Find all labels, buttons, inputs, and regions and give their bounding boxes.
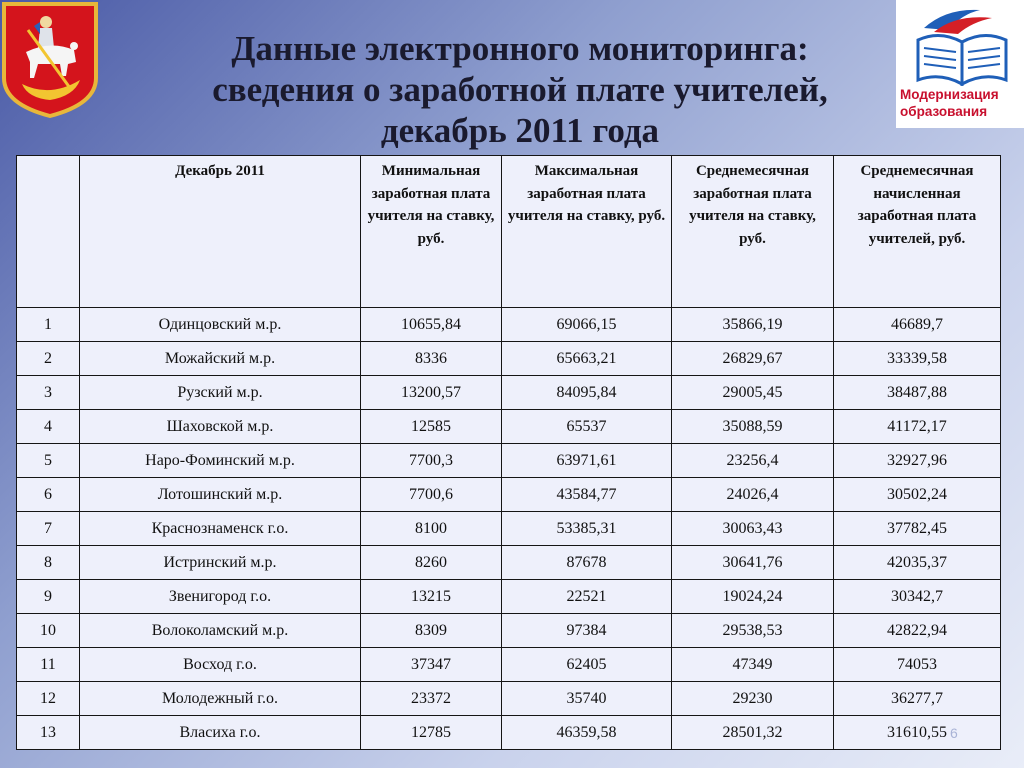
avg-salary: 35866,19 — [672, 308, 834, 342]
min-salary: 13215 — [361, 580, 502, 614]
max-salary: 69066,15 — [502, 308, 672, 342]
table-header-row — [17, 156, 1001, 308]
region-name: Истринский м.р. — [80, 546, 361, 580]
avg-salary: 29230 — [672, 682, 834, 716]
max-salary: 53385,31 — [502, 512, 672, 546]
header-avg-salary: Среднемесячная заработная плата учителя на ставку, руб. — [672, 156, 834, 308]
coat-of-arms-icon — [0, 0, 100, 118]
avg-accrued-salary: 33339,58 — [834, 342, 1001, 376]
region-name: Звенигород г.о. — [80, 580, 361, 614]
max-salary: 63971,61 — [502, 444, 672, 478]
region-name: Молодежный г.о. — [80, 682, 361, 716]
modernization-logo — [896, 0, 1024, 128]
avg-salary: 29005,45 — [672, 376, 834, 410]
max-salary: 22521 — [502, 580, 672, 614]
region-name: Волоколамский м.р. — [80, 614, 361, 648]
region-name: Рузский м.р. — [80, 376, 361, 410]
avg-accrued-salary: 30502,24 — [834, 478, 1001, 512]
row-number: 2 — [17, 342, 80, 376]
min-salary: 13200,57 — [361, 376, 502, 410]
region-name: Восход г.о. — [80, 648, 361, 682]
min-salary: 8260 — [361, 546, 502, 580]
book-icon — [896, 0, 1024, 86]
region-name: Одинцовский м.р. — [80, 308, 361, 342]
avg-accrued-salary: 37782,45 — [834, 512, 1001, 546]
avg-accrued-salary: 74053 — [834, 648, 1001, 682]
page-number: 6 — [950, 725, 958, 741]
min-salary: 12785 — [361, 716, 502, 750]
row-number: 6 — [17, 478, 80, 512]
title-line-2: сведения о заработной плате учителей, — [212, 70, 828, 109]
row-number: 12 — [17, 682, 80, 716]
max-salary: 43584,77 — [502, 478, 672, 512]
avg-salary: 30063,43 — [672, 512, 834, 546]
max-salary: 35740 — [502, 682, 672, 716]
table-row — [17, 512, 1001, 546]
row-number: 4 — [17, 410, 80, 444]
min-salary: 7700,3 — [361, 444, 502, 478]
table-row — [17, 308, 1001, 342]
header-number — [17, 156, 80, 308]
table-row — [17, 716, 1001, 750]
slide-title — [150, 28, 890, 151]
logo-text-line1: Модернизация — [900, 87, 999, 102]
min-salary: 10655,84 — [361, 308, 502, 342]
avg-accrued-salary: 32927,96 — [834, 444, 1001, 478]
avg-accrued-salary: 41172,17 — [834, 410, 1001, 444]
header-region: Декабрь 2011 — [80, 156, 361, 308]
header-min-salary: Минимальная заработная плата учителя на ставку, руб. — [361, 156, 502, 308]
title-line-1: Данные электронного мониторинга: — [231, 29, 809, 68]
table-row — [17, 342, 1001, 376]
avg-salary: 29538,53 — [672, 614, 834, 648]
region-name: Лотошинский м.р. — [80, 478, 361, 512]
avg-accrued-salary: 31610,55 — [834, 716, 1001, 750]
region-name: Наро-Фоминский м.р. — [80, 444, 361, 478]
header-max-salary: Максимальная заработная плата учителя на ставку, руб. — [502, 156, 672, 308]
table-row — [17, 648, 1001, 682]
avg-salary: 28501,32 — [672, 716, 834, 750]
row-number: 10 — [17, 614, 80, 648]
row-number: 9 — [17, 580, 80, 614]
region-name: Власиха г.о. — [80, 716, 361, 750]
max-salary: 97384 — [502, 614, 672, 648]
min-salary: 23372 — [361, 682, 502, 716]
min-salary: 7700,6 — [361, 478, 502, 512]
avg-accrued-salary: 38487,88 — [834, 376, 1001, 410]
avg-salary: 24026,4 — [672, 478, 834, 512]
max-salary: 87678 — [502, 546, 672, 580]
min-salary: 8336 — [361, 342, 502, 376]
avg-salary: 23256,4 — [672, 444, 834, 478]
table-row — [17, 478, 1001, 512]
min-salary: 12585 — [361, 410, 502, 444]
table-row — [17, 546, 1001, 580]
avg-accrued-salary: 46689,7 — [834, 308, 1001, 342]
min-salary: 8100 — [361, 512, 502, 546]
header-avg-accrued-salary: Среднемесячная начисленная заработная плата учителей, руб. — [834, 156, 1001, 308]
table-row — [17, 410, 1001, 444]
table-row — [17, 580, 1001, 614]
avg-accrued-salary: 30342,7 — [834, 580, 1001, 614]
logo-text-line2: образования — [900, 104, 988, 119]
avg-salary: 26829,67 — [672, 342, 834, 376]
salary-table — [16, 155, 1001, 750]
table-body — [17, 308, 1001, 750]
avg-salary: 19024,24 — [672, 580, 834, 614]
avg-accrued-salary: 42822,94 — [834, 614, 1001, 648]
avg-accrued-salary: 42035,37 — [834, 546, 1001, 580]
row-number: 8 — [17, 546, 80, 580]
region-name: Краснознаменск г.о. — [80, 512, 361, 546]
row-number: 1 — [17, 308, 80, 342]
table-row — [17, 682, 1001, 716]
min-salary: 8309 — [361, 614, 502, 648]
max-salary: 65663,21 — [502, 342, 672, 376]
max-salary: 62405 — [502, 648, 672, 682]
avg-salary: 35088,59 — [672, 410, 834, 444]
avg-salary: 47349 — [672, 648, 834, 682]
table-row — [17, 376, 1001, 410]
row-number: 13 — [17, 716, 80, 750]
avg-accrued-salary: 36277,7 — [834, 682, 1001, 716]
region-name: Можайский м.р. — [80, 342, 361, 376]
modernization-logo-text — [900, 86, 1024, 120]
row-number: 11 — [17, 648, 80, 682]
max-salary: 46359,58 — [502, 716, 672, 750]
region-name: Шаховской м.р. — [80, 410, 361, 444]
avg-salary: 30641,76 — [672, 546, 834, 580]
row-number: 5 — [17, 444, 80, 478]
coat-of-arms-logo — [0, 0, 100, 118]
row-number: 3 — [17, 376, 80, 410]
row-number: 7 — [17, 512, 80, 546]
max-salary: 65537 — [502, 410, 672, 444]
title-line-3: декабрь 2011 года — [380, 111, 660, 150]
max-salary: 84095,84 — [502, 376, 672, 410]
table-row — [17, 614, 1001, 648]
min-salary: 37347 — [361, 648, 502, 682]
table-row — [17, 444, 1001, 478]
